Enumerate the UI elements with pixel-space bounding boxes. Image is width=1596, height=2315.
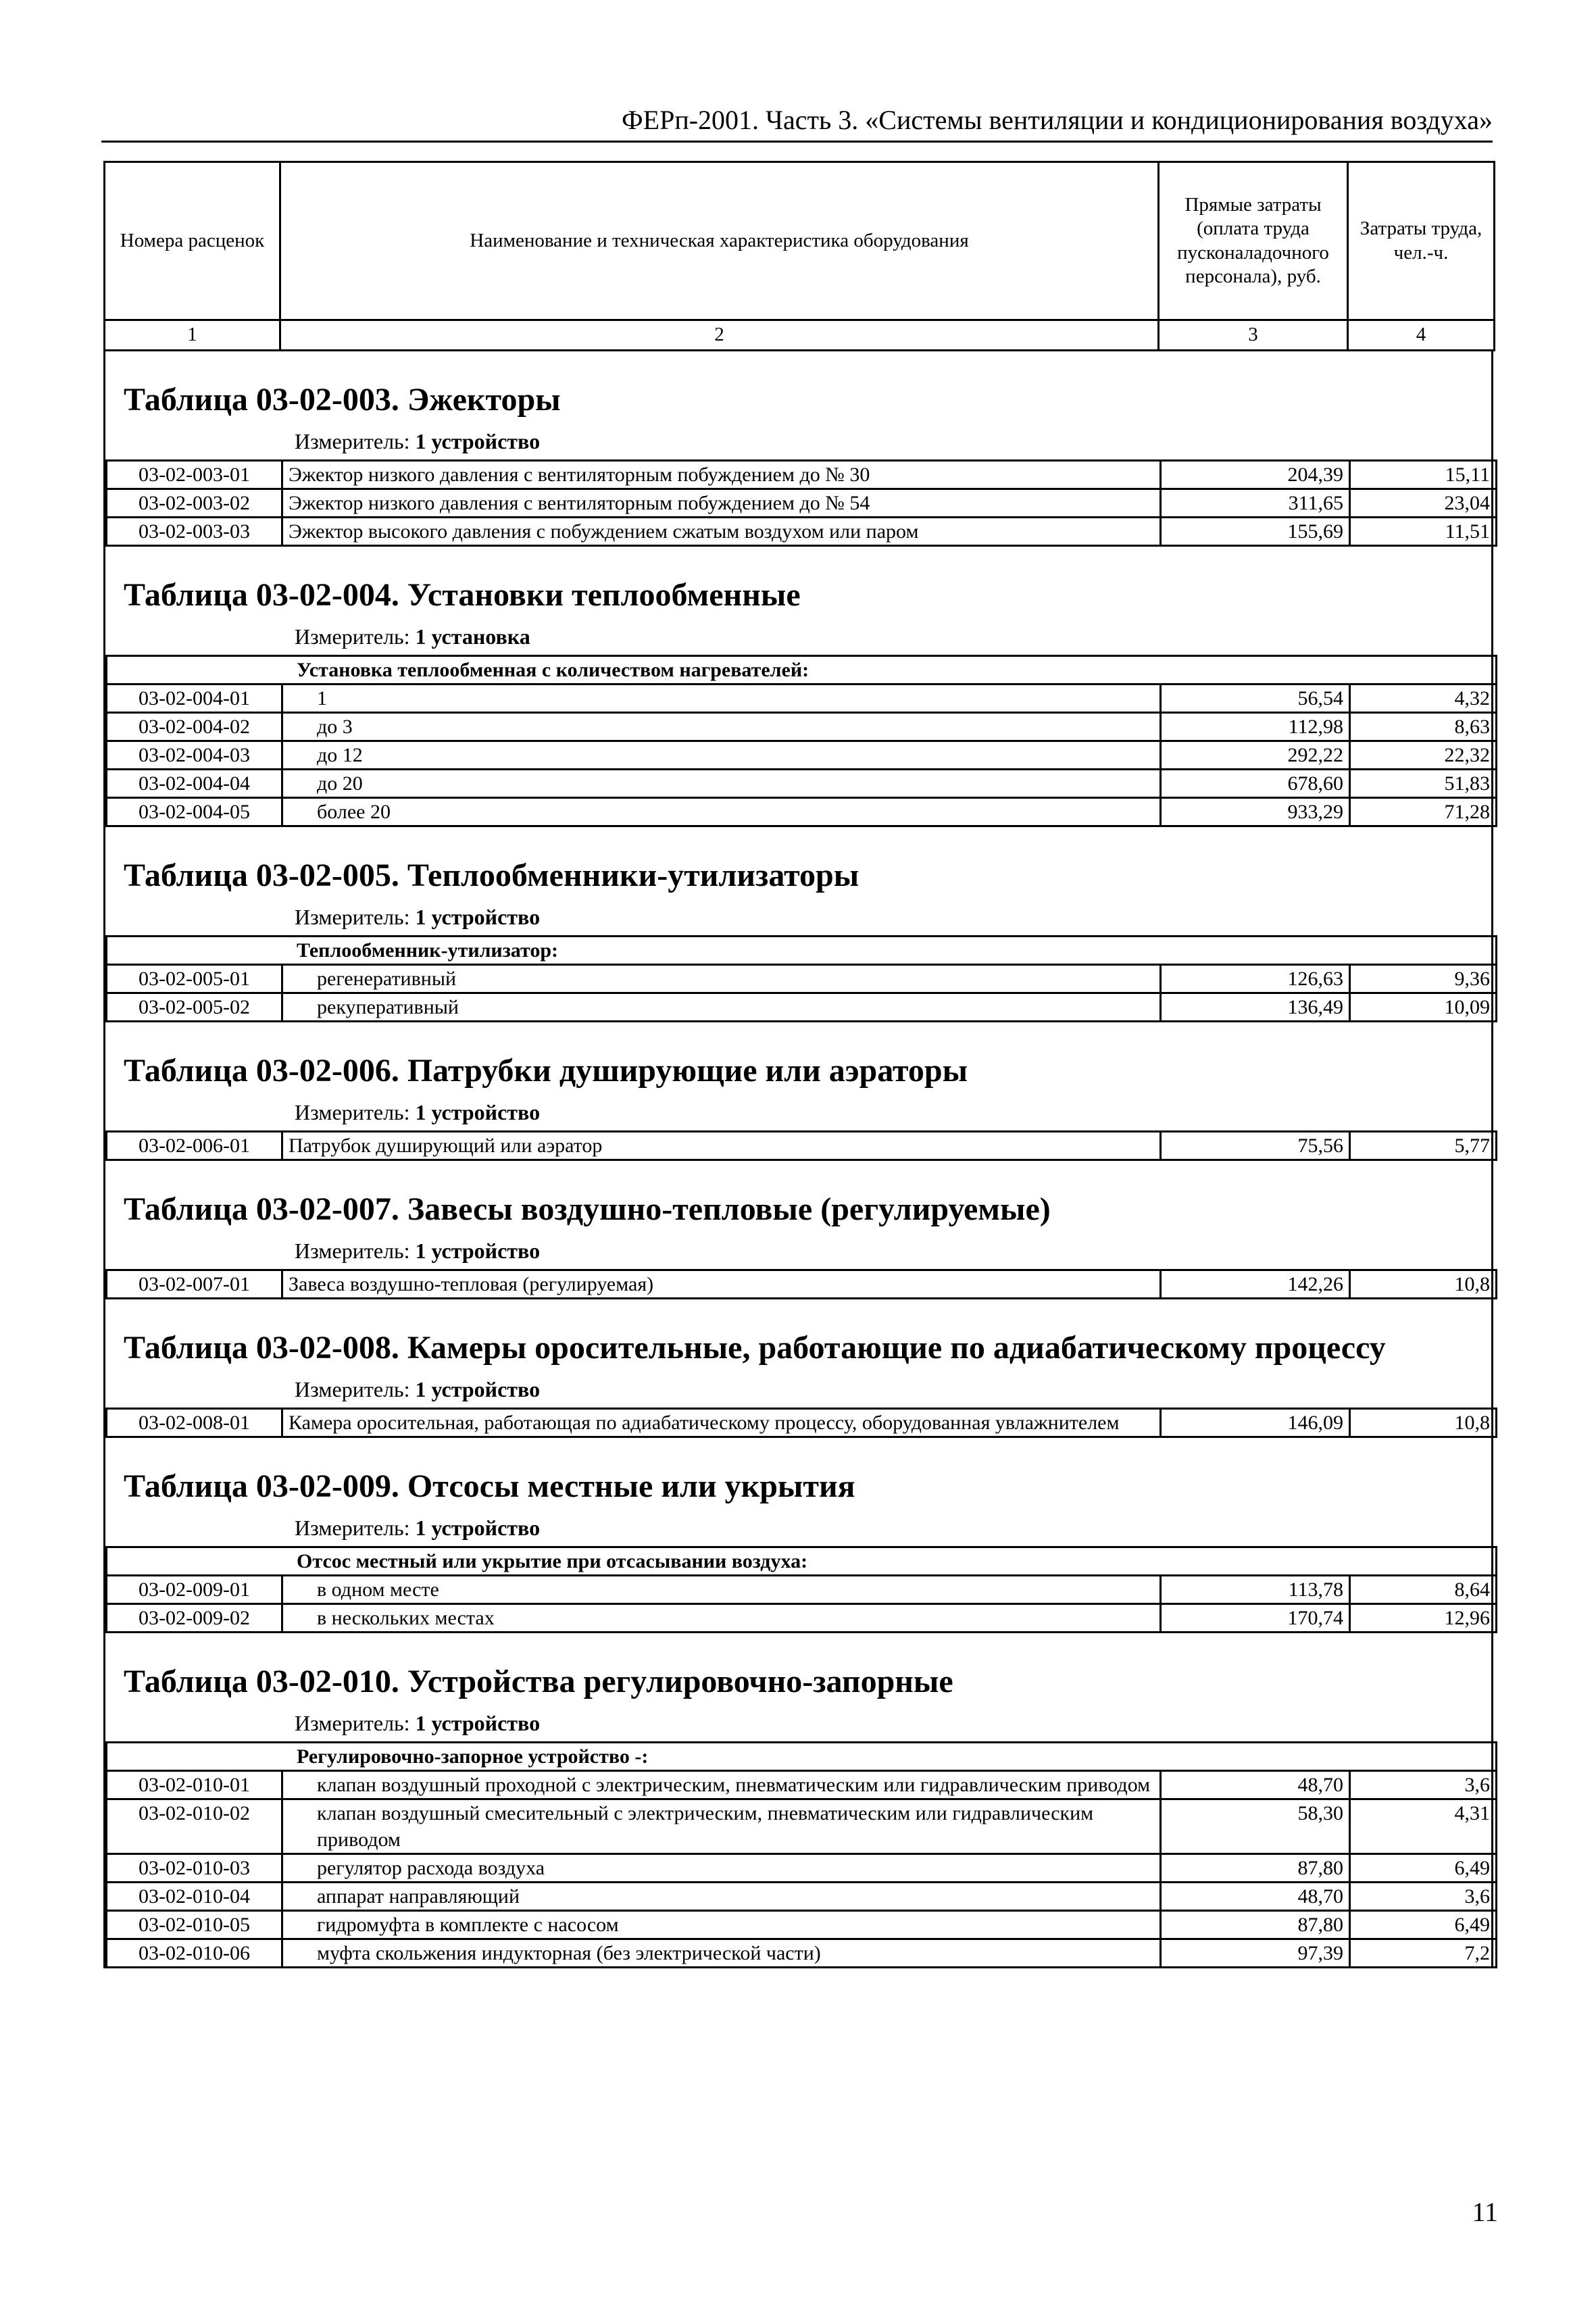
rate-labor: 3,6 bbox=[1350, 1771, 1497, 1799]
measure-label: Измеритель: bbox=[295, 905, 410, 929]
rate-name: до 12 bbox=[282, 741, 1161, 770]
table-row bbox=[107, 993, 1497, 1022]
rate-cost: 48,70 bbox=[1161, 1771, 1350, 1799]
rate-name: до 20 bbox=[282, 770, 1161, 798]
rate-labor: 15,11 bbox=[1350, 461, 1497, 489]
rate-cost: 113,78 bbox=[1161, 1576, 1350, 1604]
rate-code: 03-02-010-02 bbox=[107, 1799, 282, 1854]
rate-cost: 292,22 bbox=[1161, 741, 1350, 770]
measure-label: Измеритель: bbox=[295, 1516, 410, 1540]
measure-label: Измеритель: bbox=[295, 624, 410, 649]
table-section bbox=[103, 827, 1493, 1022]
rate-labor: 6,49 bbox=[1350, 1911, 1497, 1939]
column-number-row bbox=[105, 320, 1495, 351]
rate-name: клапан воздушный смесительный с электрическим, пневматическим или гидравлическим приводом bbox=[282, 1799, 1161, 1854]
measure-value: 1 устройство bbox=[415, 429, 541, 453]
group-row bbox=[107, 1743, 1497, 1771]
measure-label: Измеритель: bbox=[295, 1711, 410, 1735]
table-row bbox=[107, 518, 1497, 546]
rate-name: Эжектор низкого давления с вентиляторным побуждением до № 54 bbox=[282, 489, 1161, 518]
rate-cost: 75,56 bbox=[1161, 1132, 1350, 1160]
rate-labor: 11,51 bbox=[1350, 518, 1497, 546]
table-row bbox=[107, 770, 1497, 798]
rate-labor: 9,36 bbox=[1350, 965, 1497, 993]
rate-code: 03-02-005-02 bbox=[107, 993, 282, 1022]
rate-cost: 112,98 bbox=[1161, 713, 1350, 741]
rate-labor: 12,96 bbox=[1350, 1604, 1497, 1633]
table-row bbox=[107, 1854, 1497, 1883]
column-header-row bbox=[105, 162, 1495, 320]
rate-cost: 126,63 bbox=[1161, 965, 1350, 993]
rate-labor: 3,6 bbox=[1350, 1883, 1497, 1911]
rate-cost: 142,26 bbox=[1161, 1270, 1350, 1299]
table-row bbox=[107, 1883, 1497, 1911]
rate-cost: 311,65 bbox=[1161, 489, 1350, 518]
rate-labor: 7,2 bbox=[1350, 1939, 1497, 1968]
col-header-name: Наименование и техническая характеристика оборудования bbox=[280, 162, 1159, 320]
measure-line bbox=[105, 901, 1491, 935]
rate-name: гидромуфта в комплекте с насосом bbox=[282, 1911, 1161, 1939]
col-number: 2 bbox=[280, 320, 1159, 351]
table-row bbox=[107, 461, 1497, 489]
rate-name: аппарат направляющий bbox=[282, 1883, 1161, 1911]
rate-code: 03-02-004-05 bbox=[107, 798, 282, 826]
column-header-table bbox=[103, 161, 1495, 351]
table-section bbox=[103, 1633, 1493, 1968]
measure-label: Измеритель: bbox=[295, 1377, 410, 1401]
rate-code: 03-02-010-05 bbox=[107, 1911, 282, 1939]
rate-name: Эжектор низкого давления с вентиляторным побуждением до № 30 bbox=[282, 461, 1161, 489]
rate-code: 03-02-010-04 bbox=[107, 1883, 282, 1911]
rate-code: 03-02-007-01 bbox=[107, 1270, 282, 1299]
rate-code: 03-02-009-01 bbox=[107, 1576, 282, 1604]
rates-table bbox=[105, 655, 1497, 827]
rate-cost: 155,69 bbox=[1161, 518, 1350, 546]
rate-labor: 51,83 bbox=[1350, 770, 1497, 798]
group-row bbox=[107, 656, 1497, 684]
page-number: 11 bbox=[1472, 2197, 1498, 2227]
rate-code: 03-02-004-03 bbox=[107, 741, 282, 770]
rate-cost: 678,60 bbox=[1161, 770, 1350, 798]
table-row bbox=[107, 798, 1497, 826]
section-title: Таблица 03-02-004. Установки теплообменные bbox=[124, 577, 801, 613]
table-row bbox=[107, 1911, 1497, 1939]
rate-name: Камера оросительная, работающая по адиабатическому процессу, оборудованная увлажнителем bbox=[282, 1409, 1161, 1437]
measure-label: Измеритель: bbox=[295, 1100, 410, 1124]
measure-value: 1 устройство bbox=[415, 1100, 541, 1124]
rate-cost: 933,29 bbox=[1161, 798, 1350, 826]
measure-line bbox=[105, 1512, 1491, 1546]
rate-cost: 48,70 bbox=[1161, 1883, 1350, 1911]
rate-name: Патрубок душирующий или аэратор bbox=[282, 1132, 1161, 1160]
section-title: Таблица 03-02-007. Завесы воздушно-тепловые (регулируемые) bbox=[124, 1191, 1051, 1227]
rate-cost: 87,80 bbox=[1161, 1854, 1350, 1883]
rate-name: регенеративный bbox=[282, 965, 1161, 993]
rate-labor: 71,28 bbox=[1350, 798, 1497, 826]
col-header-labor: Затраты труда, чел.-ч. bbox=[1348, 162, 1495, 320]
rate-code: 03-02-005-01 bbox=[107, 965, 282, 993]
rates-table bbox=[105, 935, 1497, 1022]
group-row bbox=[107, 1547, 1497, 1576]
measure-value: 1 устройство bbox=[415, 1516, 541, 1540]
table-section bbox=[103, 547, 1493, 827]
rate-name: клапан воздушный проходной с электрическим, пневматическим или гидравлическим приводом bbox=[282, 1771, 1161, 1799]
group-title: Регулировочно-запорное устройство -: bbox=[107, 1743, 1497, 1771]
rate-code: 03-02-004-02 bbox=[107, 713, 282, 741]
table-section bbox=[103, 1161, 1493, 1299]
measure-label: Измеритель: bbox=[295, 429, 410, 453]
rate-labor: 4,32 bbox=[1350, 684, 1497, 713]
rate-code: 03-02-010-03 bbox=[107, 1854, 282, 1883]
rate-name: 1 bbox=[282, 684, 1161, 713]
table-row bbox=[107, 1576, 1497, 1604]
rate-code: 03-02-008-01 bbox=[107, 1409, 282, 1437]
rate-code: 03-02-003-01 bbox=[107, 461, 282, 489]
rate-labor: 22,32 bbox=[1350, 741, 1497, 770]
rate-labor: 8,64 bbox=[1350, 1576, 1497, 1604]
rate-code: 03-02-009-02 bbox=[107, 1604, 282, 1633]
table-row bbox=[107, 684, 1497, 713]
rate-code: 03-02-006-01 bbox=[107, 1132, 282, 1160]
rate-name: до 3 bbox=[282, 713, 1161, 741]
group-row bbox=[107, 937, 1497, 965]
rate-name: в нескольких местах bbox=[282, 1604, 1161, 1633]
measure-value: 1 устройство bbox=[415, 1239, 541, 1263]
table-row bbox=[107, 1771, 1497, 1799]
measure-line bbox=[105, 1708, 1491, 1741]
col-number: 3 bbox=[1159, 320, 1348, 351]
col-header-cost: Прямые затраты (оплата труда пусконаладочного персонала), руб. bbox=[1159, 162, 1348, 320]
tables-content bbox=[103, 351, 1493, 1968]
measure-line bbox=[105, 426, 1491, 459]
table-section bbox=[103, 351, 1493, 547]
table-section bbox=[103, 1438, 1493, 1633]
rate-cost: 146,09 bbox=[1161, 1409, 1350, 1437]
rate-labor: 10,8 bbox=[1350, 1409, 1497, 1437]
rate-name: в одном месте bbox=[282, 1576, 1161, 1604]
rate-code: 03-02-010-01 bbox=[107, 1771, 282, 1799]
rates-table bbox=[105, 1269, 1497, 1299]
table-row bbox=[107, 713, 1497, 741]
rate-code: 03-02-004-04 bbox=[107, 770, 282, 798]
rate-labor: 10,8 bbox=[1350, 1270, 1497, 1299]
table-row bbox=[107, 1270, 1497, 1299]
rate-cost: 204,39 bbox=[1161, 461, 1350, 489]
table-row bbox=[107, 1132, 1497, 1160]
measure-line bbox=[105, 1235, 1491, 1269]
section-title: Таблица 03-02-009. Отсосы местные или укрытия bbox=[124, 1468, 855, 1504]
table-row bbox=[107, 1799, 1497, 1854]
rate-cost: 97,39 bbox=[1161, 1939, 1350, 1968]
col-header-code: Номера расценок bbox=[105, 162, 280, 320]
rate-code: 03-02-003-02 bbox=[107, 489, 282, 518]
table-row bbox=[107, 965, 1497, 993]
measure-line bbox=[105, 621, 1491, 655]
group-title: Установка теплообменная с количеством нагревателей: bbox=[107, 656, 1497, 684]
rate-name: рекуперативный bbox=[282, 993, 1161, 1022]
rate-code: 03-02-003-03 bbox=[107, 518, 282, 546]
measure-value: 1 устройство bbox=[415, 905, 541, 929]
section-title: Таблица 03-02-005. Теплообменники-утилизаторы bbox=[124, 857, 859, 893]
rates-table bbox=[105, 459, 1497, 547]
rates-table bbox=[105, 1408, 1497, 1438]
section-title: Таблица 03-02-010. Устройства регулировочно-запорные bbox=[124, 1664, 953, 1699]
rate-name: более 20 bbox=[282, 798, 1161, 826]
measure-value: 1 устройство bbox=[415, 1711, 541, 1735]
rate-name: Эжектор высокого давления с побуждением сжатым воздухом или паром bbox=[282, 518, 1161, 546]
group-title: Отсос местный или укрытие при отсасывании воздуха: bbox=[107, 1547, 1497, 1576]
rate-labor: 6,49 bbox=[1350, 1854, 1497, 1883]
rate-cost: 56,54 bbox=[1161, 684, 1350, 713]
section-title: Таблица 03-02-008. Камеры оросительные, работающие по адиабатическому процессу bbox=[124, 1330, 1386, 1366]
rate-labor: 8,63 bbox=[1350, 713, 1497, 741]
rate-labor: 23,04 bbox=[1350, 489, 1497, 518]
measure-value: 1 устройство bbox=[415, 1377, 541, 1401]
rate-labor: 10,09 bbox=[1350, 993, 1497, 1022]
rate-cost: 170,74 bbox=[1161, 1604, 1350, 1633]
rate-code: 03-02-004-01 bbox=[107, 684, 282, 713]
group-title: Теплообменник-утилизатор: bbox=[107, 937, 1497, 965]
rate-name: регулятор расхода воздуха bbox=[282, 1854, 1161, 1883]
rates-table bbox=[105, 1546, 1497, 1633]
measure-value: 1 установка bbox=[415, 624, 530, 649]
running-header: ФЕРп-2001. Часть 3. «Системы вентиляции и кондиционирования воздуха» bbox=[101, 100, 1493, 143]
rate-code: 03-02-010-06 bbox=[107, 1939, 282, 1968]
section-title: Таблица 03-02-006. Патрубки душирующие или аэраторы bbox=[124, 1053, 968, 1089]
col-number: 1 bbox=[105, 320, 280, 351]
measure-line bbox=[105, 1097, 1491, 1130]
table-section bbox=[103, 1299, 1493, 1438]
table-row bbox=[107, 1409, 1497, 1437]
measure-label: Измеритель: bbox=[295, 1239, 410, 1263]
table-row bbox=[107, 489, 1497, 518]
rates-table bbox=[105, 1130, 1497, 1161]
rate-cost: 136,49 bbox=[1161, 993, 1350, 1022]
rates-table bbox=[105, 1741, 1497, 1968]
rate-cost: 87,80 bbox=[1161, 1911, 1350, 1939]
table-row bbox=[107, 1939, 1497, 1968]
section-title: Таблица 03-02-003. Эжекторы bbox=[124, 382, 561, 418]
rate-labor: 5,77 bbox=[1350, 1132, 1497, 1160]
table-row bbox=[107, 741, 1497, 770]
rate-name: Завеса воздушно-тепловая (регулируемая) bbox=[282, 1270, 1161, 1299]
col-number: 4 bbox=[1348, 320, 1495, 351]
rate-cost: 58,30 bbox=[1161, 1799, 1350, 1854]
table-section bbox=[103, 1022, 1493, 1161]
rate-labor: 4,31 bbox=[1350, 1799, 1497, 1854]
rate-name: муфта скольжения индукторная (без электрической части) bbox=[282, 1939, 1161, 1968]
table-row bbox=[107, 1604, 1497, 1633]
measure-line bbox=[105, 1374, 1491, 1408]
